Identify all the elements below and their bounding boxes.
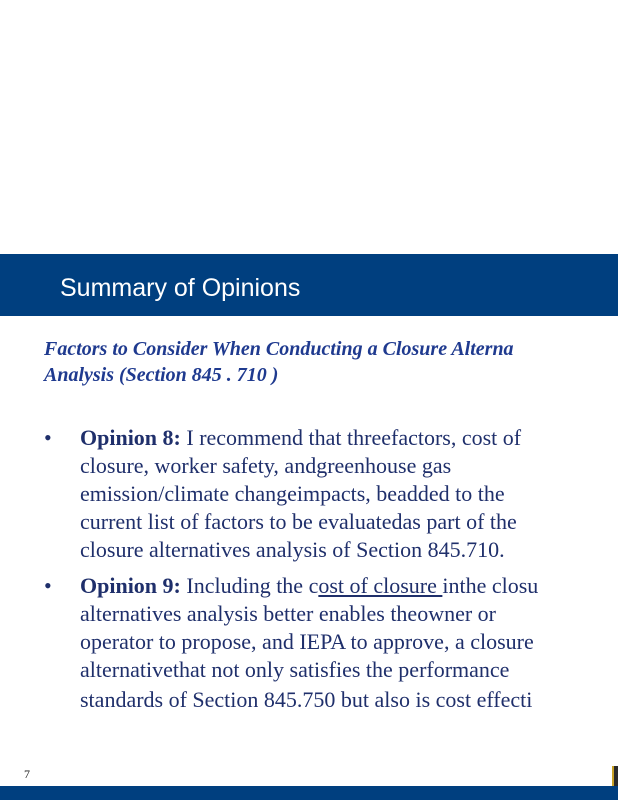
bullet-dot: • <box>44 425 52 450</box>
opinion-9-line-2: alternatives analysis better enables theowner or <box>80 601 497 626</box>
opinion-9-line-1 <box>80 572 618 600</box>
subheading-line-1: Factors to Consider When Conducting a Closure Alterna <box>44 338 514 360</box>
opinion-8-line-3: emission/climate changeimpacts, beadded to the <box>80 481 505 506</box>
opinion-9-item <box>44 572 618 716</box>
bullet-dot: • <box>44 573 52 598</box>
opinion-9-line-3: operator to propose, and IEPA to approve, a closure <box>80 629 534 654</box>
opinion-9-text-1-post: inthe closu <box>442 573 539 598</box>
footer-band <box>0 786 618 800</box>
subheading-line-2: Analysis (Section 845 . 710 ) <box>44 364 279 386</box>
opinion-9-line-4: alternativethat not only satisfies the performance <box>80 657 510 682</box>
opinion-8-label: Opinion 8: <box>80 425 181 450</box>
opinion-9-underlined-text: ost of closure <box>318 573 443 598</box>
opinion-9-text-1-pre: Including the c <box>180 573 319 598</box>
opinion-9-label: Opinion 9: <box>80 573 181 598</box>
opinion-8-line-1 <box>80 424 618 452</box>
opinion-8-line-4: current list of factors to be evaluatedas part of the <box>80 509 517 534</box>
opinion-8-line-2: closure, worker safety, andgreenhouse gas <box>80 453 452 478</box>
opinion-9-line-5: standards of Section 845.750 but also is cost effecti <box>80 687 533 712</box>
opinion-8-item <box>44 424 618 564</box>
opinion-8-line-5: closure alternatives analysis of Section 845.710. <box>80 537 505 562</box>
section-subheading <box>44 336 618 388</box>
opinion-8-text-1: I recommend that threefactors, cost of <box>180 425 522 450</box>
corner-logo-mark <box>612 766 618 786</box>
opinion-list <box>44 424 618 716</box>
slide-title: Summary of Opinions <box>60 274 301 302</box>
page-number: 7 <box>24 767 30 781</box>
